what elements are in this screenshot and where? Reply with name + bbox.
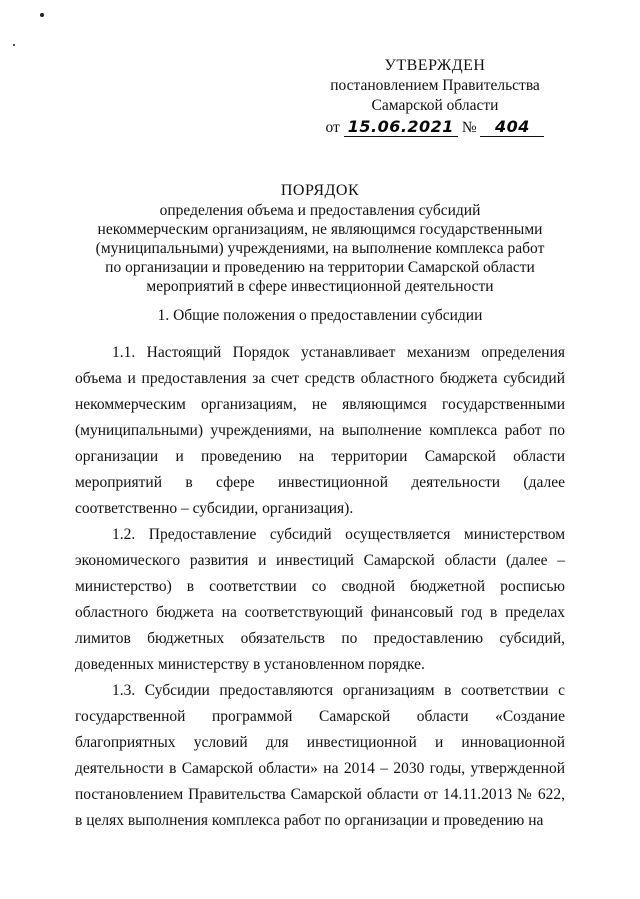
scan-speck — [13, 44, 15, 46]
title-line: по организации и проведению на территории Самарской области — [105, 259, 535, 276]
handwritten-number: 404 — [480, 118, 544, 137]
scan-speck — [40, 13, 44, 17]
section-heading: 1. Общие положения о предоставлении субсидии — [157, 307, 483, 324]
title-line: мероприятий в сфере инвестиционной деятельности — [146, 278, 494, 295]
approval-date-line — [310, 117, 560, 139]
paragraph-1-2: 1.2. Предоставление субсидий осуществляется министерством экономического развития и инвестиций Самарской области (далее – министерство) в соответствии со сводной бюджетной росписью областного бюджета на соответствующий финансовый год в пределах лимитов бюджетных обязательств по предоставлению субсидий, доведенных министерству в установленном порядке. — [75, 526, 565, 673]
date-prefix: от — [325, 119, 340, 136]
document-title — [0, 180, 640, 296]
paragraph-1-1: 1.1. Настоящий Порядок устанавливает механизм определения объема и предоставления за счет средств областного бюджета субсидий некоммерческим организациям, не являющимся государственными (муниципальными) учреждениями, на выполнение комплекса работ по организации и проведению на территории Самарской области мероприятий в сфере инвестиционной деятельности (далее соответственно – субсидии, организация). — [75, 344, 565, 517]
title-main: ПОРЯДОК — [280, 182, 360, 199]
handwritten-date: 15.06.2021 — [344, 118, 458, 137]
document-body — [75, 340, 565, 834]
approval-heading: УТВЕРЖДЕН — [384, 57, 486, 74]
approval-stamp-block — [310, 56, 560, 139]
title-line: некоммерческим организациям, не являющимся государственными — [97, 221, 543, 238]
title-line: (муниципальными) учреждениями, на выполнение комплекса работ — [95, 240, 545, 257]
approval-line-2: Самарской области — [371, 97, 499, 114]
title-line: определения объема и предоставления субсидий — [159, 202, 481, 219]
paragraph-1-3: 1.3. Субсидии предоставляются организациям в соответствии с государственной программой Самарской области «Создание благоприятных условий для инвестиционной и инновационной деятельности в Самарской области» на 2014 – 2030 годы, утвержденной постановлением Правительства Самарской области от 14.11.2013 № 622, в целях выполнения комплекса работ по организации и проведению на — [75, 682, 565, 829]
number-sign: № — [461, 119, 477, 136]
approval-line-1: постановлением Правительства — [330, 77, 540, 94]
